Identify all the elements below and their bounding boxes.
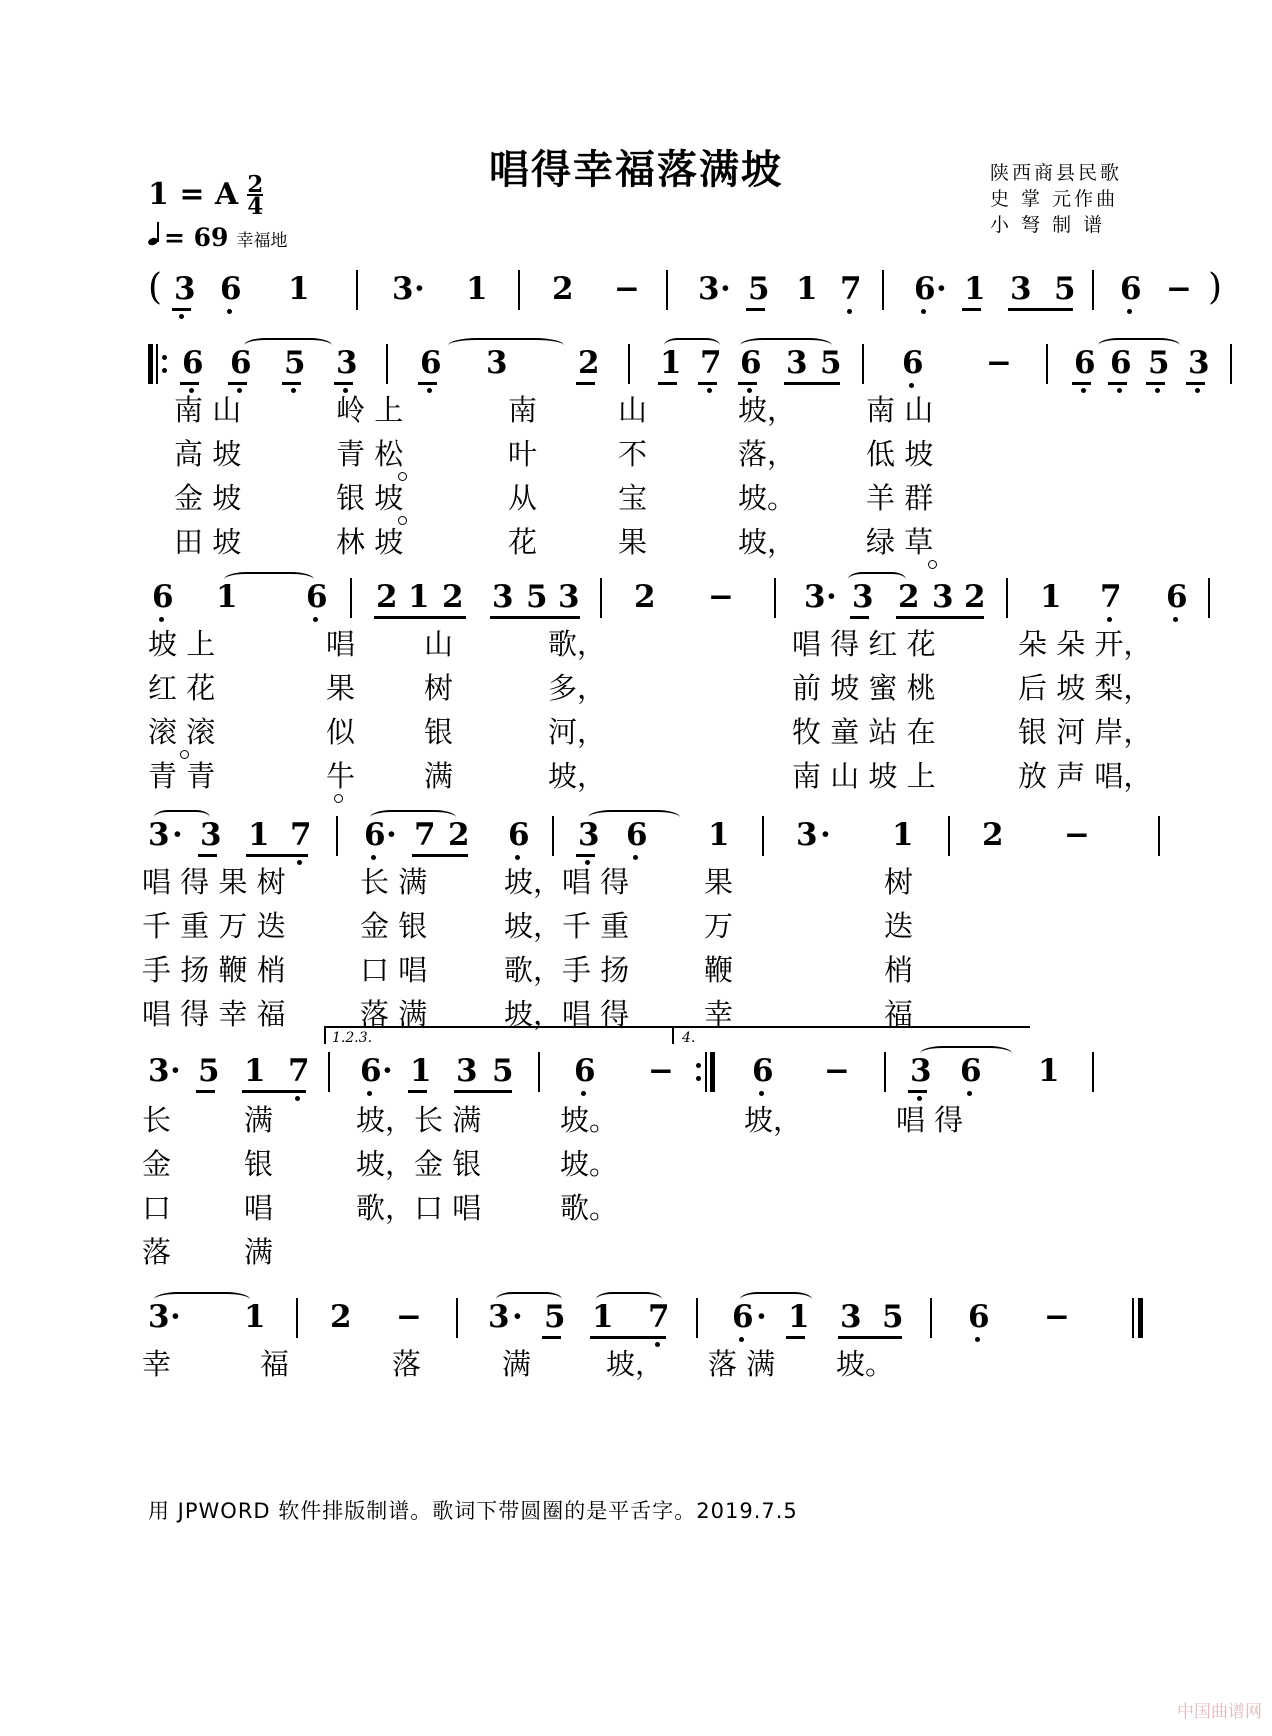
lyric-syllable: 手 扬 鞭 梢 <box>142 953 286 987</box>
note: 3 <box>336 345 358 381</box>
lyric-syllable: 坡，长 满 <box>356 1103 482 1137</box>
note: 1 <box>788 1299 810 1335</box>
note: 6 <box>306 579 328 615</box>
note: 1 <box>708 817 730 853</box>
lyric-syllable: 坡。 <box>738 481 797 515</box>
lyric-syllable: 千 重 万 迭 <box>142 909 286 943</box>
music-system-2 <box>148 570 1188 802</box>
lyric-syllable: 幸 <box>142 1347 172 1381</box>
lyric-syllable: 林 坡 <box>336 525 404 559</box>
augmentation-dot: · <box>826 579 837 615</box>
lyric-syllable: 似 <box>326 715 356 749</box>
note: 2 <box>442 579 464 615</box>
lyric-syllable: 南 <box>508 393 538 427</box>
lyric-row <box>142 1346 1128 1390</box>
note: 5 <box>198 1053 220 1089</box>
sustain-dash: − <box>396 1299 422 1335</box>
note: 1 <box>592 1299 614 1335</box>
lyric-syllable: 歌，口 唱 <box>356 1191 482 1225</box>
lyric-syllable: 从 <box>508 481 538 515</box>
note-row <box>148 1044 1128 1102</box>
lyric-syllable: 不 <box>618 437 648 471</box>
lyric-syllable: 滚 滚 <box>148 715 216 749</box>
note: 3 <box>174 271 196 307</box>
lyric-syllable: 青 青 <box>148 759 216 793</box>
lyric-syllable: 叶 <box>508 437 538 471</box>
lyric-syllable: 金 坡 <box>174 481 242 515</box>
lyric-syllable: 牛 <box>326 759 356 793</box>
note: 3 <box>456 1053 478 1089</box>
lyric-syllable: 河， <box>548 715 607 749</box>
lyric-syllable: 坡， <box>738 525 797 559</box>
lyric-syllable: 口 唱 <box>360 953 428 987</box>
key-and-tempo-block <box>148 171 288 252</box>
note: 1 <box>660 345 682 381</box>
sustain-dash: − <box>708 579 734 615</box>
note: 3 <box>786 345 808 381</box>
page-title: 唱得幸福落满坡 <box>489 147 783 193</box>
music-system-5 <box>142 1290 1128 1390</box>
note: 7 <box>648 1299 670 1335</box>
lyric-syllable: 长 <box>142 1103 172 1137</box>
lyric-syllable: 多， <box>548 671 607 705</box>
lyric-row <box>148 670 1153 714</box>
lyric-syllable: 宝 <box>618 481 648 515</box>
music-system-1 <box>148 336 1210 568</box>
lyric-syllable: 羊 群 <box>866 481 934 515</box>
note: 6 <box>420 345 442 381</box>
lyric-syllable: 梢 <box>884 953 914 987</box>
lyric-syllable: 前 坡 蜜 桃 <box>792 671 936 705</box>
note: 5 <box>1148 345 1170 381</box>
note: 2 <box>634 579 656 615</box>
augmentation-dot: · <box>382 1053 393 1089</box>
lyric-syllable: 岭 上 <box>336 393 404 427</box>
note: 6 <box>1074 345 1096 381</box>
lyric-syllable: 南 山 <box>174 393 242 427</box>
note: 6 <box>1166 579 1188 615</box>
lyric-syllable: 南 山 坡 上 <box>792 759 936 793</box>
lyric-row <box>142 1190 1128 1234</box>
augmentation-dot: · <box>820 817 831 853</box>
sustain-dash: − <box>1064 817 1090 853</box>
lyric-syllable: 满 <box>244 1235 274 1269</box>
note: 3 <box>148 1053 170 1089</box>
note: 3 <box>558 579 580 615</box>
lyric-syllable: 银 河 岸， <box>1018 715 1153 749</box>
note-row <box>148 808 1128 864</box>
key-signature: 1 = A <box>148 177 239 212</box>
lyric-syllable: 歌，手 扬 <box>504 953 630 987</box>
lyric-syllable: 落 满 <box>360 997 428 1031</box>
lyric-syllable: 坡，金 银 <box>356 1147 482 1181</box>
lyric-syllable: 银 <box>244 1147 274 1181</box>
note: 7 <box>840 271 862 307</box>
note: 5 <box>882 1299 904 1335</box>
note: 5 <box>1054 271 1076 307</box>
sustain-dash: − <box>824 1053 850 1089</box>
note: 1 <box>288 271 310 307</box>
note: 3 <box>492 579 514 615</box>
lyric-syllable: 坡。 <box>560 1103 619 1137</box>
quarter-note-icon <box>148 224 162 246</box>
lyric-row <box>148 626 1153 670</box>
sustain-dash: − <box>1166 271 1192 307</box>
note: 1 <box>1038 1053 1060 1089</box>
note: 3 <box>796 817 818 853</box>
note: 3 <box>698 271 720 307</box>
note: 6 <box>574 1053 596 1089</box>
note: 6 <box>230 345 252 381</box>
close-paren: ) <box>1208 267 1223 308</box>
lyric-syllable: 果 <box>326 671 356 705</box>
note: 6 <box>626 817 648 853</box>
lyric-syllable: 红 花 <box>148 671 216 705</box>
lyric-syllable: 迭 <box>884 909 914 943</box>
lyric-syllable: 落 满 <box>708 1347 776 1381</box>
note: 7 <box>290 817 312 853</box>
note: 3 <box>910 1053 932 1089</box>
note: 6 <box>902 345 924 381</box>
lyric-syllable: 满 <box>244 1103 274 1137</box>
lyric-row <box>142 1234 1128 1278</box>
note-row <box>148 336 1210 392</box>
volta-bracket-2 <box>672 1026 1030 1044</box>
lyric-syllable: 田 坡 <box>174 525 242 559</box>
note: 6 <box>360 1053 382 1089</box>
volta-label-1: 1.2.3. <box>332 1030 373 1046</box>
lyric-syllable: 满 <box>424 759 454 793</box>
note: 6 <box>1110 345 1132 381</box>
note: 5 <box>526 579 548 615</box>
note: 6 <box>1120 271 1142 307</box>
lyric-syllable: 坡， <box>606 1347 665 1381</box>
note-row <box>148 1290 1128 1346</box>
note: 3 <box>486 345 508 381</box>
lyric-syllable: 坡 上 <box>148 627 216 661</box>
lyric-row <box>148 714 1153 758</box>
lyric-syllable: 山 <box>618 393 648 427</box>
note: 5 <box>748 271 770 307</box>
note: 3 <box>578 817 600 853</box>
lyric-syllable: 银 <box>424 715 454 749</box>
note: 3 <box>1188 345 1210 381</box>
open-paren: ( <box>148 267 163 308</box>
note: 6 <box>220 271 242 307</box>
note: 2 <box>982 817 1004 853</box>
lyric-syllable: 落 <box>392 1347 422 1381</box>
note: 6 <box>752 1053 774 1089</box>
augmentation-dot: · <box>386 817 397 853</box>
lyric-syllable: 福 <box>884 997 914 1031</box>
lyric-syllable: 金 <box>142 1147 172 1181</box>
lyric-syllable: 落 <box>142 1235 172 1269</box>
note-row <box>148 262 1223 318</box>
lyric-syllable: 放 声 唱， <box>1018 759 1153 793</box>
note: 1 <box>216 579 238 615</box>
note: 3 <box>852 579 874 615</box>
lyric-syllable: 长 满 <box>360 865 428 899</box>
lyric-syllable: 金 银 <box>360 909 428 943</box>
sustain-dash: − <box>614 271 640 307</box>
note: 1 <box>964 271 986 307</box>
expression-marking: 幸福地 <box>236 231 288 251</box>
lyric-syllable: 牧 童 站 在 <box>792 715 936 749</box>
lyric-row <box>142 1102 1128 1146</box>
note: 2 <box>898 579 920 615</box>
note: 7 <box>1100 579 1122 615</box>
note: 6 <box>508 817 530 853</box>
note: 3 <box>392 271 414 307</box>
lyric-row <box>148 480 1128 524</box>
attribution-block <box>990 160 1122 238</box>
note: 2 <box>448 817 470 853</box>
attribution-line-3: 小 弩 制 谱 <box>989 214 1106 236</box>
music-system-4 <box>142 1020 1128 1278</box>
music-system-3 <box>142 808 1128 1040</box>
lyric-syllable: 果 <box>704 865 734 899</box>
lyric-syllable: 唱 <box>326 627 356 661</box>
note: 1 <box>244 1299 266 1335</box>
note: 5 <box>820 345 842 381</box>
music-system-intro <box>148 262 1223 318</box>
lyric-row <box>148 436 1128 480</box>
note: 6 <box>732 1299 754 1335</box>
meter-denominator: 4 <box>247 193 264 220</box>
sustain-dash: − <box>648 1053 674 1089</box>
note: 3 <box>148 1299 170 1335</box>
augmentation-dot: · <box>756 1299 767 1335</box>
note: 7 <box>288 1053 310 1089</box>
lyric-syllable: 幸 <box>704 997 734 1031</box>
lyric-syllable: 南 山 <box>866 393 934 427</box>
lyric-row <box>148 524 1128 568</box>
lyric-row <box>148 758 1153 802</box>
lyric-syllable: 坡，唱 得 <box>504 865 630 899</box>
lyric-row <box>142 908 1128 952</box>
note: 3 <box>804 579 826 615</box>
augmentation-dot: · <box>512 1299 523 1335</box>
attribution-line-2: 史 掌 元作曲 <box>989 188 1119 210</box>
time-signature <box>247 171 264 220</box>
note: 2 <box>964 579 986 615</box>
lyric-syllable: 口 <box>142 1191 172 1225</box>
note: 3 <box>148 817 170 853</box>
lyric-syllable: 唱 得 红 花 <box>792 627 936 661</box>
note: 1 <box>248 817 270 853</box>
lyric-syllable: 低 坡 <box>866 437 934 471</box>
note: 6 <box>182 345 204 381</box>
note: 6 <box>960 1053 982 1089</box>
note: 2 <box>376 579 398 615</box>
lyric-syllable: 坡，千 重 <box>504 909 630 943</box>
lyric-syllable: 青 松 <box>336 437 404 471</box>
note: 5 <box>284 345 306 381</box>
lyric-syllable: 树 <box>424 671 454 705</box>
lyric-row <box>142 952 1128 996</box>
note: 6 <box>968 1299 990 1335</box>
footer-note: 用 JPWORD 软件排版制谱。歌词下带圆圈的是平舌字。2019.7.5 <box>148 1499 798 1523</box>
augmentation-dot: · <box>170 1299 181 1335</box>
augmentation-dot: · <box>414 271 425 307</box>
lyric-syllable: 坡， <box>744 1103 803 1137</box>
note: 7 <box>414 817 436 853</box>
augmentation-dot: · <box>720 271 731 307</box>
lyric-syllable: 唱 得 果 树 <box>142 865 286 899</box>
note: 1 <box>466 271 488 307</box>
attribution-line-1: 陕西商县民歌 <box>989 162 1122 184</box>
lyric-syllable: 坡， <box>738 393 797 427</box>
note: 6 <box>364 817 386 853</box>
sustain-dash: − <box>986 345 1012 381</box>
lyric-syllable: 坡。 <box>836 1347 895 1381</box>
lyric-syllable: 朵 朵 开， <box>1018 627 1153 661</box>
lyric-syllable: 坡。 <box>560 1147 619 1181</box>
note: 3 <box>932 579 954 615</box>
lyric-syllable: 唱 <box>244 1191 274 1225</box>
lyric-syllable: 唱 得 幸 福 <box>142 997 286 1031</box>
note: 6 <box>914 271 936 307</box>
lyric-row <box>142 1146 1128 1190</box>
lyric-syllable: 山 <box>424 627 454 661</box>
lyric-syllable: 高 坡 <box>174 437 242 471</box>
lyric-syllable: 唱 得 <box>896 1103 964 1137</box>
note: 6 <box>740 345 762 381</box>
lyric-syllable: 万 <box>704 909 734 943</box>
note: 3 <box>1010 271 1032 307</box>
lyric-syllable: 歌。 <box>560 1191 619 1225</box>
meter-numerator: 2 <box>247 171 264 198</box>
tempo-marking: = 69 <box>164 223 229 252</box>
note: 1 <box>408 579 430 615</box>
note: 1 <box>892 817 914 853</box>
lyric-syllable: 坡，唱 得 <box>504 997 630 1031</box>
lyric-syllable: 歌， <box>548 627 607 661</box>
lyric-syllable: 树 <box>884 865 914 899</box>
lyric-syllable: 银 坡 <box>336 481 404 515</box>
lyric-syllable: 果 <box>618 525 648 559</box>
lyric-syllable: 花 <box>508 525 538 559</box>
note: 3 <box>840 1299 862 1335</box>
note: 5 <box>544 1299 566 1335</box>
note: 3 <box>488 1299 510 1335</box>
lyric-syllable: 绿 草 <box>866 525 934 559</box>
note: 1 <box>1040 579 1062 615</box>
note: 7 <box>700 345 722 381</box>
augmentation-dot: · <box>172 817 183 853</box>
note: 1 <box>796 271 818 307</box>
note: 5 <box>492 1053 514 1089</box>
lyric-row <box>148 392 1128 436</box>
lyric-syllable: 坡， <box>548 759 607 793</box>
note: 1 <box>410 1053 432 1089</box>
lyric-syllable: 落， <box>738 437 797 471</box>
lyric-syllable: 满 <box>502 1347 532 1381</box>
note: 2 <box>552 271 574 307</box>
lyric-syllable: 鞭 <box>704 953 734 987</box>
note: 2 <box>578 345 600 381</box>
note: 1 <box>244 1053 266 1089</box>
lyric-syllable: 福 <box>260 1347 290 1381</box>
note-row <box>148 570 1188 626</box>
note: 2 <box>330 1299 352 1335</box>
watermark: 中国曲谱网 <box>1177 1702 1262 1722</box>
augmentation-dot: · <box>936 271 947 307</box>
lyric-row <box>142 864 1128 908</box>
sustain-dash: − <box>1044 1299 1070 1335</box>
volta-label-2: 4. <box>682 1030 696 1046</box>
lyric-syllable: 后 坡 梨， <box>1018 671 1153 705</box>
note: 3 <box>200 817 222 853</box>
augmentation-dot: · <box>170 1053 181 1089</box>
note: 6 <box>152 579 174 615</box>
